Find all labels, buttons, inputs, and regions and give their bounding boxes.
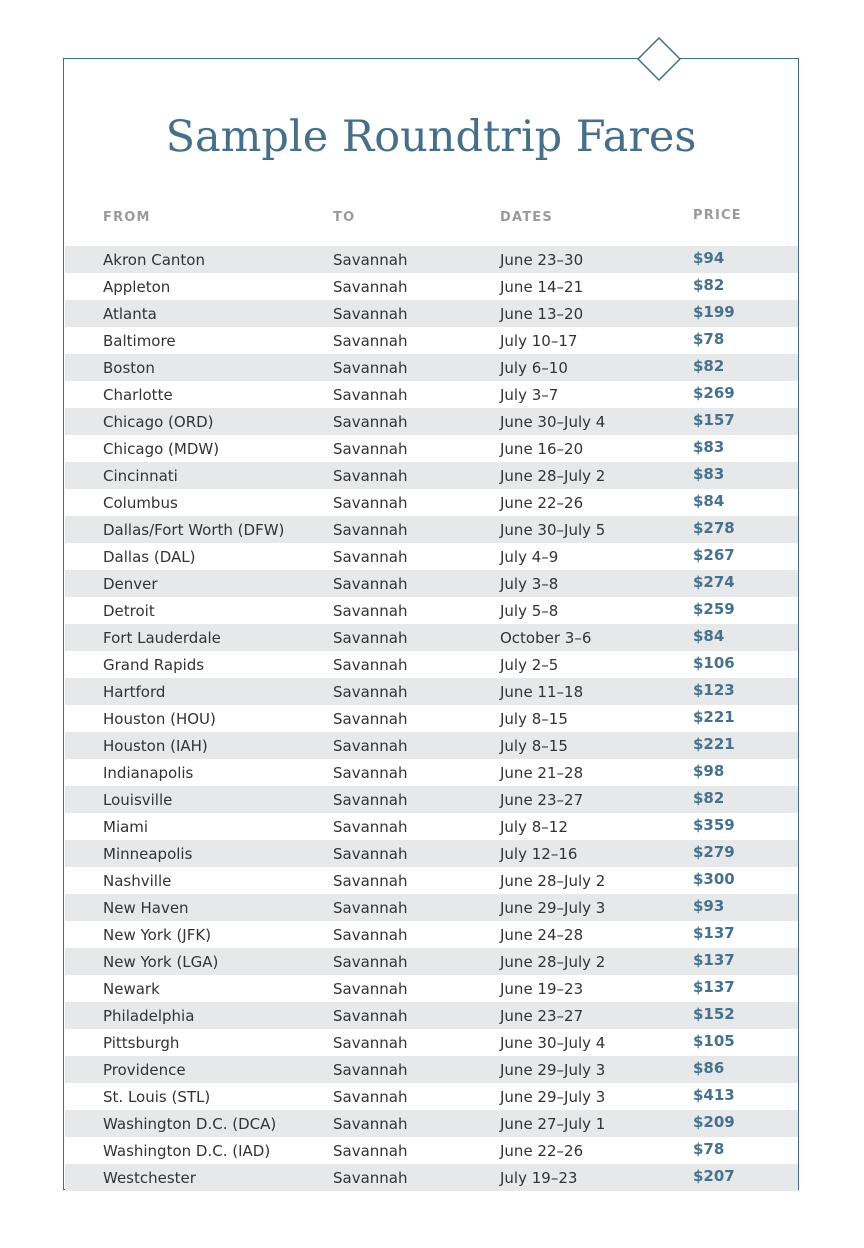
cell-to: Savannah (333, 872, 408, 890)
cell-to: Savannah (333, 1169, 408, 1187)
cell-price: $279 (693, 843, 735, 861)
table-row (65, 651, 798, 678)
cell-from: Pittsburgh (103, 1034, 180, 1052)
cell-to: Savannah (333, 521, 408, 539)
cell-to: Savannah (333, 764, 408, 782)
cell-price: $98 (693, 762, 725, 780)
cell-to: Savannah (333, 629, 408, 647)
cell-from: Boston (103, 359, 155, 377)
cell-price: $413 (693, 1086, 735, 1104)
cell-to: Savannah (333, 791, 408, 809)
table-row (65, 948, 798, 975)
cell-from: Providence (103, 1061, 186, 1079)
cell-dates: June 19–23 (500, 980, 584, 998)
cell-from: New York (LGA) (103, 953, 219, 971)
cell-to: Savannah (333, 359, 408, 377)
cell-to: Savannah (333, 1115, 408, 1133)
column-header-from: FROM (103, 210, 151, 225)
cell-from: Indianapolis (103, 764, 194, 782)
cell-price: $93 (693, 897, 725, 915)
table-row (65, 300, 798, 327)
cell-to: Savannah (333, 278, 408, 296)
cell-to: Savannah (333, 332, 408, 350)
cell-to: Savannah (333, 548, 408, 566)
cell-dates: June 29–July 3 (500, 1088, 606, 1106)
cell-to: Savannah (333, 602, 408, 620)
cell-from: Denver (103, 575, 158, 593)
cell-from: New York (JFK) (103, 926, 212, 944)
cell-price: $221 (693, 735, 735, 753)
cell-from: Columbus (103, 494, 178, 512)
cell-from: Chicago (ORD) (103, 413, 214, 431)
cell-price: $83 (693, 438, 725, 456)
cell-dates: July 8–12 (500, 818, 568, 836)
cell-to: Savannah (333, 953, 408, 971)
table-row (65, 786, 798, 813)
cell-dates: July 3–8 (500, 575, 559, 593)
cell-to: Savannah (333, 737, 408, 755)
cell-to: Savannah (333, 818, 408, 836)
cell-to: Savannah (333, 413, 408, 431)
table-row (65, 408, 798, 435)
table-row (65, 705, 798, 732)
cell-to: Savannah (333, 251, 408, 269)
cell-price: $207 (693, 1167, 735, 1185)
cell-price: $78 (693, 330, 725, 348)
table-row (65, 462, 798, 489)
cell-price: $105 (693, 1032, 735, 1050)
cell-from: Newark (103, 980, 160, 998)
cell-to: Savannah (333, 845, 408, 863)
table-row (65, 1029, 798, 1056)
table-row (65, 921, 798, 948)
cell-dates: July 8–15 (500, 737, 568, 755)
cell-dates: July 3–7 (500, 386, 559, 404)
cell-price: $86 (693, 1059, 725, 1077)
cell-from: Houston (IAH) (103, 737, 208, 755)
cell-from: Louisville (103, 791, 173, 809)
cell-dates: June 23–27 (500, 791, 584, 809)
cell-price: $83 (693, 465, 725, 483)
cell-from: Houston (HOU) (103, 710, 216, 728)
table-row (65, 489, 798, 516)
diamond-ornament (637, 37, 681, 81)
cell-from: Chicago (MDW) (103, 440, 220, 458)
cell-price: $267 (693, 546, 735, 564)
cell-from: Hartford (103, 683, 166, 701)
table-row (65, 894, 798, 921)
cell-from: Akron Canton (103, 251, 205, 269)
cell-to: Savannah (333, 683, 408, 701)
cell-to: Savannah (333, 1088, 408, 1106)
table-row (65, 543, 798, 570)
cell-from: Dallas (DAL) (103, 548, 196, 566)
cell-dates: July 4–9 (500, 548, 559, 566)
table-row (65, 381, 798, 408)
cell-dates: June 29–July 3 (500, 1061, 606, 1079)
cell-from: Washington D.C. (IAD) (103, 1142, 271, 1160)
cell-to: Savannah (333, 440, 408, 458)
table-row (65, 246, 798, 273)
cell-price: $82 (693, 357, 725, 375)
table-row (65, 1164, 798, 1191)
cell-dates: June 11–18 (500, 683, 584, 701)
cell-to: Savannah (333, 980, 408, 998)
cell-to: Savannah (333, 1142, 408, 1160)
cell-from: Cincinnati (103, 467, 178, 485)
cell-dates: June 22–26 (500, 1142, 584, 1160)
table-row (65, 273, 798, 300)
cell-dates: June 27–July 1 (500, 1115, 606, 1133)
cell-to: Savannah (333, 1007, 408, 1025)
cell-to: Savannah (333, 899, 408, 917)
cell-price: $300 (693, 870, 735, 888)
cell-from: Dallas/Fort Worth (DFW) (103, 521, 285, 539)
cell-dates: July 19–23 (500, 1169, 578, 1187)
cell-from: Charlotte (103, 386, 173, 404)
cell-dates: June 22–26 (500, 494, 584, 512)
cell-from: Nashville (103, 872, 172, 890)
cell-price: $137 (693, 924, 735, 942)
table-row (65, 327, 798, 354)
cell-from: New Haven (103, 899, 189, 917)
cell-to: Savannah (333, 656, 408, 674)
cell-dates: June 30–July 4 (500, 413, 606, 431)
cell-dates: June 23–30 (500, 251, 584, 269)
cell-dates: July 6–10 (500, 359, 568, 377)
cell-to: Savannah (333, 710, 408, 728)
cell-from: Fort Lauderdale (103, 629, 221, 647)
page-title: Sample Roundtrip Fares (165, 112, 697, 162)
table-row (65, 678, 798, 705)
cell-price: $259 (693, 600, 735, 618)
table-row (65, 516, 798, 543)
cell-dates: June 16–20 (500, 440, 584, 458)
cell-from: Appleton (103, 278, 171, 296)
cell-price: $274 (693, 573, 735, 591)
cell-price: $78 (693, 1140, 725, 1158)
cell-price: $157 (693, 411, 735, 429)
table-row (65, 975, 798, 1002)
cell-to: Savannah (333, 1061, 408, 1079)
table-row (65, 867, 798, 894)
table-row (65, 1137, 798, 1164)
cell-dates: June 14–21 (500, 278, 584, 296)
cell-to: Savannah (333, 1034, 408, 1052)
table-row (65, 759, 798, 786)
table-row (65, 840, 798, 867)
table-row (65, 1110, 798, 1137)
cell-dates: July 2–5 (500, 656, 559, 674)
column-header-to: TO (333, 210, 356, 225)
cell-dates: June 23–27 (500, 1007, 584, 1025)
table-row (65, 624, 798, 651)
cell-dates: July 10–17 (500, 332, 578, 350)
cell-from: Washington D.C. (DCA) (103, 1115, 277, 1133)
cell-price: $209 (693, 1113, 735, 1131)
cell-dates: June 28–July 2 (500, 953, 606, 971)
diamond-icon (637, 37, 681, 81)
cell-dates: July 12–16 (500, 845, 578, 863)
cell-price: $106 (693, 654, 735, 672)
cell-dates: June 30–July 5 (500, 521, 606, 539)
cell-from: Baltimore (103, 332, 176, 350)
cell-from: St. Louis (STL) (103, 1088, 211, 1106)
cell-to: Savannah (333, 575, 408, 593)
cell-from: Detroit (103, 602, 155, 620)
cell-price: $94 (693, 249, 725, 267)
table-row (65, 1002, 798, 1029)
cell-from: Westchester (103, 1169, 196, 1187)
cell-to: Savannah (333, 926, 408, 944)
cell-dates: July 8–15 (500, 710, 568, 728)
cell-dates: June 30–July 4 (500, 1034, 606, 1052)
cell-price: $199 (693, 303, 735, 321)
cell-price: $84 (693, 627, 725, 645)
cell-dates: June 28–July 2 (500, 872, 606, 890)
table-row (65, 354, 798, 381)
cell-price: $84 (693, 492, 725, 510)
cell-to: Savannah (333, 494, 408, 512)
cell-dates: June 28–July 2 (500, 467, 606, 485)
cell-price: $123 (693, 681, 735, 699)
column-header-dates: DATES (500, 210, 553, 225)
table-row (65, 570, 798, 597)
cell-dates: June 21–28 (500, 764, 584, 782)
cell-price: $137 (693, 978, 735, 996)
table-row (65, 813, 798, 840)
cell-dates: July 5–8 (500, 602, 559, 620)
cell-from: Philadelphia (103, 1007, 195, 1025)
table-row (65, 732, 798, 759)
cell-to: Savannah (333, 305, 408, 323)
cell-from: Minneapolis (103, 845, 193, 863)
cell-from: Grand Rapids (103, 656, 205, 674)
cell-price: $269 (693, 384, 735, 402)
cell-from: Atlanta (103, 305, 157, 323)
table-row (65, 435, 798, 462)
cell-dates: June 13–20 (500, 305, 584, 323)
cell-to: Savannah (333, 467, 408, 485)
cell-price: $82 (693, 789, 725, 807)
cell-from: Miami (103, 818, 149, 836)
table-row (65, 1056, 798, 1083)
table-row (65, 1083, 798, 1110)
cell-to: Savannah (333, 386, 408, 404)
cell-price: $152 (693, 1005, 735, 1023)
column-header-price: PRICE (693, 208, 742, 223)
cell-price: $221 (693, 708, 735, 726)
cell-price: $82 (693, 276, 725, 294)
cell-price: $278 (693, 519, 735, 537)
cell-price: $359 (693, 816, 735, 834)
table-row (65, 597, 798, 624)
cell-dates: June 24–28 (500, 926, 584, 944)
cell-price: $137 (693, 951, 735, 969)
cell-dates: October 3–6 (500, 629, 592, 647)
cell-dates: June 29–July 3 (500, 899, 606, 917)
